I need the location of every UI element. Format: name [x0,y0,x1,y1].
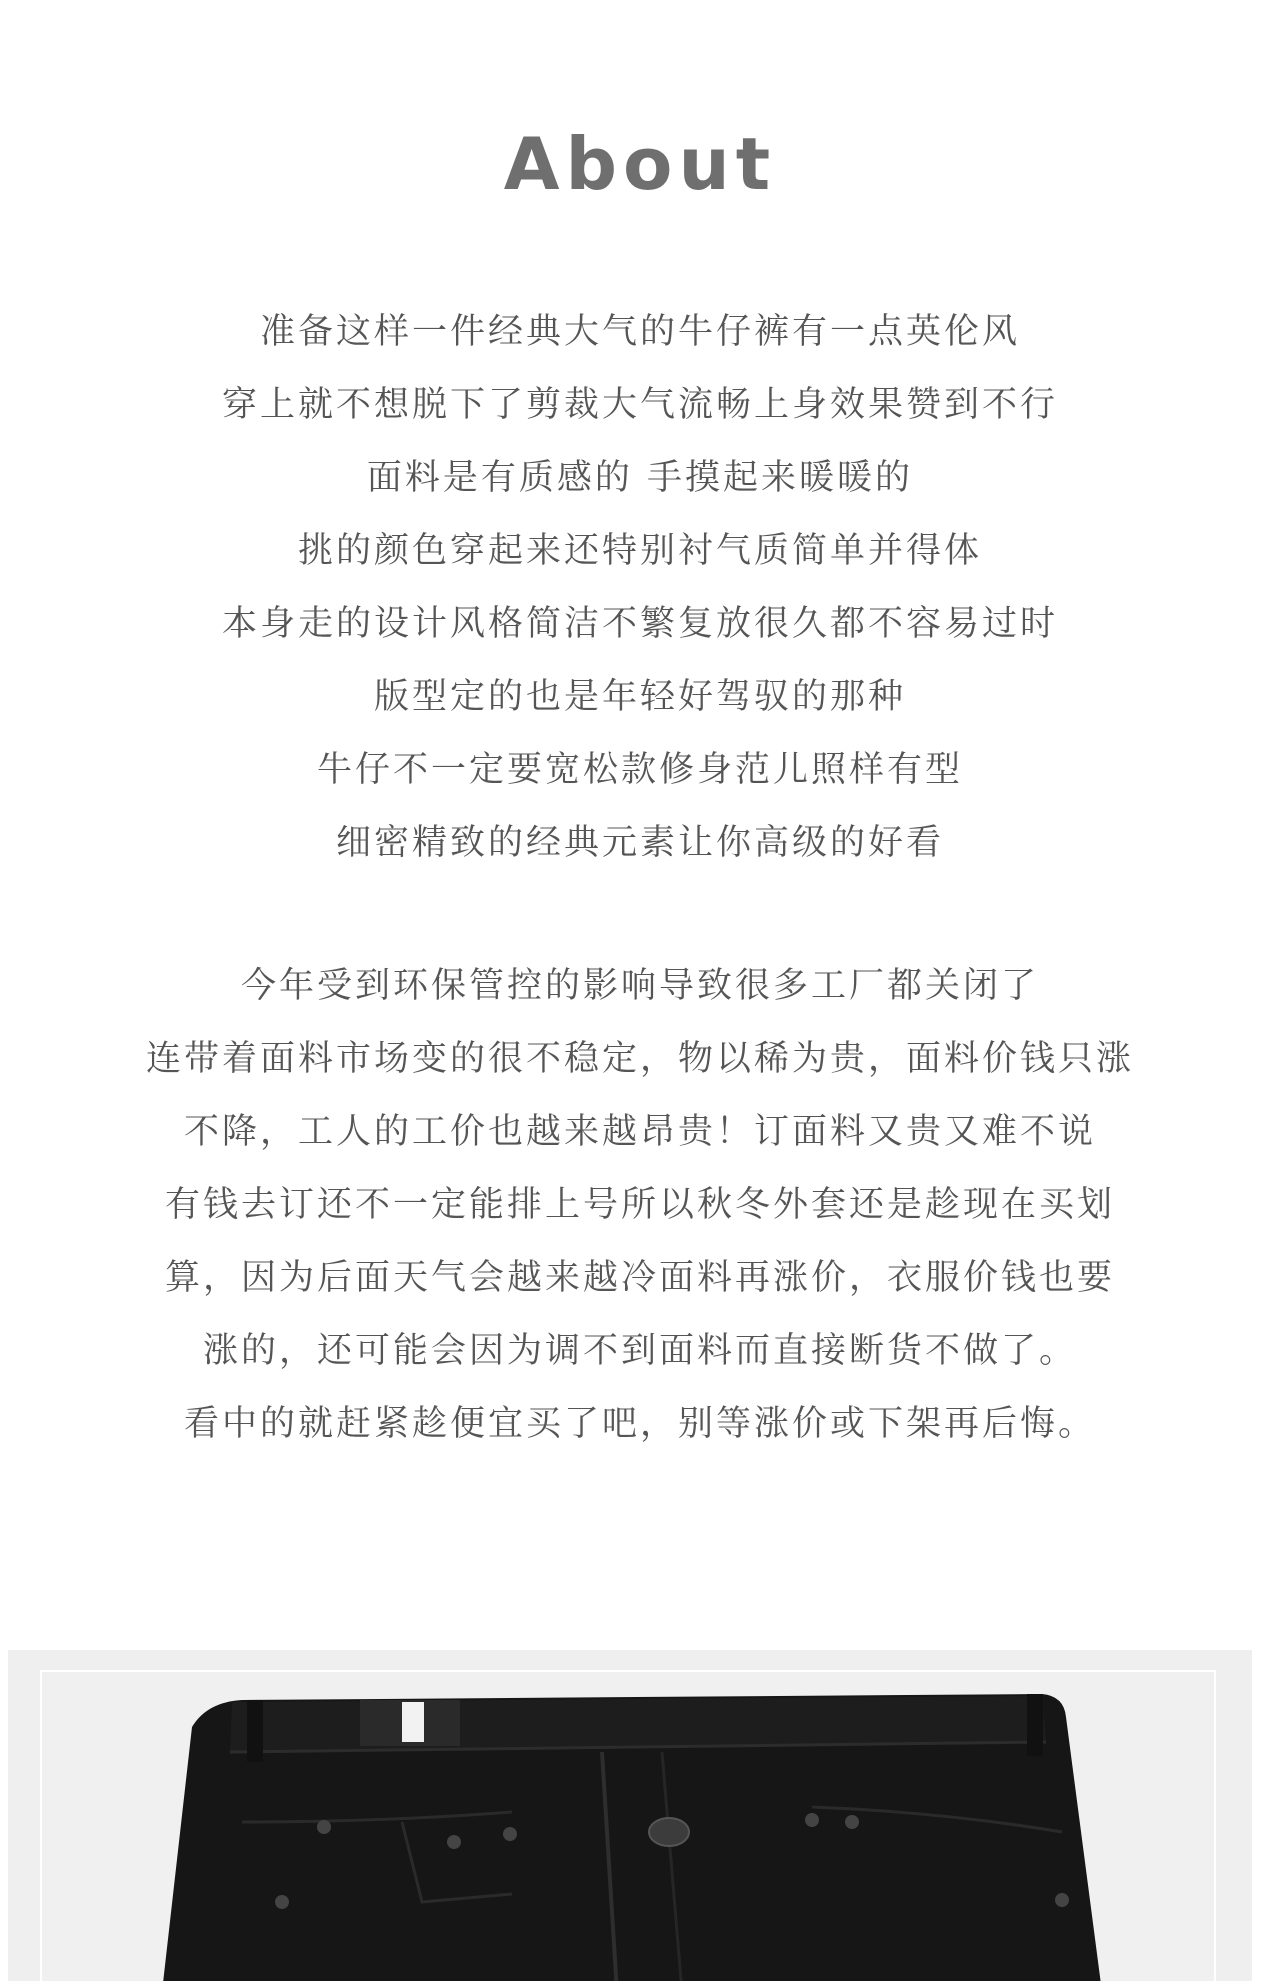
description-line: 不降，工人的工价也越来越昂贵！订面料又贵又难不说 [183,1112,1096,1152]
product-photo-frame [40,1670,1216,1981]
description-line: 穿上就不想脱下了剪裁大气流畅上身效果赞到不行 [221,385,1058,425]
description-line: 面料是有质感的 手摸起来暖暖的 [366,458,914,498]
description-line: 连带着面料市场变的很不稳定，物以稀为贵，面料价钱只涨 [145,1039,1134,1079]
rivet [1055,1893,1069,1907]
description-line: 涨的，还可能会因为调不到面料而直接断货不做了。 [202,1331,1077,1371]
section-title: About [503,122,777,206]
description-line: 准备这样一件经典大气的牛仔裤有一点英伦风 [259,312,1020,352]
description-line: 牛仔不一定要宽松款修身范儿照样有型 [316,750,963,790]
description-line: 今年受到环保管控的影响导致很多工厂都关闭了 [240,966,1039,1006]
belt-loop [247,1700,263,1762]
rivet [845,1815,859,1829]
black-jeans-photo [42,1672,1216,1981]
description-line: 版型定的也是年轻好驾驭的那种 [373,677,906,717]
description-paragraph-1 [0,296,1280,880]
product-photo-section [8,1650,1252,1981]
rivet [275,1895,289,1909]
rivet [503,1827,517,1841]
description-line: 本身走的设计风格简洁不繁复放很久都不容易过时 [221,604,1058,644]
rivet [447,1835,461,1849]
description-line: 算，因为后面天气会越来越冷面料再涨价，衣服价钱也要 [164,1258,1115,1298]
description-line: 看中的就赶紧趁便宜买了吧，别等涨价或下架再后悔。 [183,1404,1096,1444]
rivet [805,1813,819,1827]
description-line: 挑的颜色穿起来还特别衬气质简单并得体 [297,531,982,571]
description-line: 有钱去订还不一定能排上号所以秋冬外套还是趁现在买划 [164,1185,1115,1225]
rivet [317,1820,331,1834]
belt-loop [1027,1694,1043,1756]
description-line: 细密精致的经典元素让你高级的好看 [335,823,944,863]
jeans-button [649,1818,689,1846]
description-paragraph-2 [0,950,1280,1461]
